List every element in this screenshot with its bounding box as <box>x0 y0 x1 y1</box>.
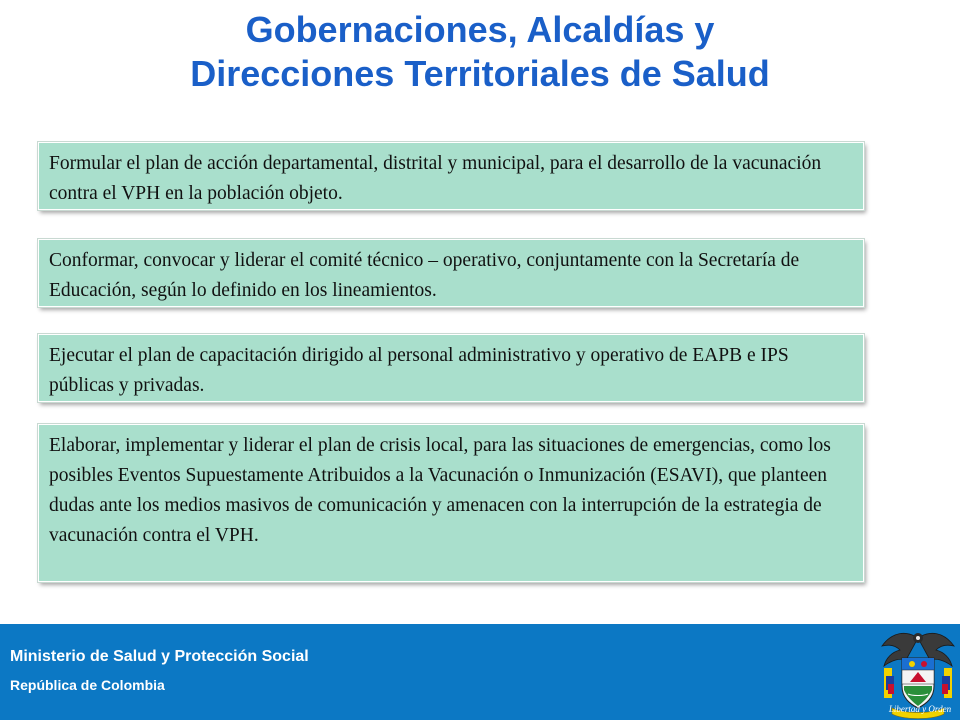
country-name: República de Colombia <box>10 677 165 693</box>
footer-bar <box>0 624 960 720</box>
responsibility-box-4: Elaborar, implementar y liderar el plan de crisis local, para las situaciones de emergencias, como los posibles Eventos Supuestamente Atribuidos a la Vacunación o Inmunización (ESAVI), que planteen dudas ante los medios masivos de comunicación y amenacen con la interrupción de la estrategia de vacunación contra el VPH. <box>38 424 864 582</box>
responsibility-box-1: Formular el plan de acción departamental, distrital y municipal, para el desarrollo de la vacunación contra el VPH en la población objeto. <box>38 142 864 210</box>
slide-title-line2: Direcciones Territoriales de Salud <box>190 53 770 94</box>
slide-title <box>0 8 960 96</box>
ministry-name: Ministerio de Salud y Protección Social <box>10 648 309 665</box>
responsibility-box-3: Ejecutar el plan de capacitación dirigido al personal administrativo y operativo de EAPB e IPS públicas y privadas. <box>38 334 864 402</box>
responsibility-box-2: Conformar, convocar y liderar el comité técnico – operativo, conjuntamente con la Secretaría de Educación, según lo definido en los lineamientos. <box>38 239 864 307</box>
motto-text: Libertad y Orden <box>888 704 952 714</box>
slide-title-line1: Gobernaciones, Alcaldías y <box>245 9 715 50</box>
